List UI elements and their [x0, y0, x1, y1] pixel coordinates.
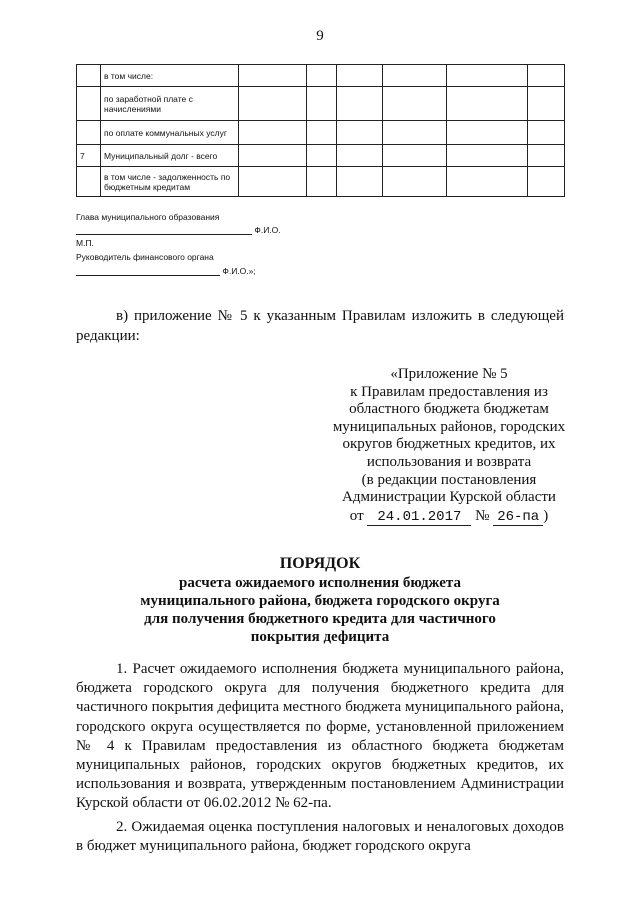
row-label: Муниципальный долг - всего [101, 145, 239, 167]
page-number: 9 [316, 28, 324, 44]
finance-fio: Ф.И.О.»; [222, 266, 256, 276]
resolution-date: 24.01.2017 [367, 510, 471, 526]
appendix-line: Администрации Курской области [342, 489, 556, 506]
row-number: 7 [77, 145, 101, 167]
appendix-header [318, 366, 580, 526]
appendix-line: использования и возврата [366, 453, 532, 470]
table-row [77, 65, 565, 87]
table-row [77, 87, 565, 121]
number-label: № [475, 507, 490, 524]
heading-subtitle-line: покрытия дефицита [250, 629, 390, 645]
appendix-line: «Приложение № 5 [390, 366, 508, 382]
appendix-line: муниципальных районов, городских [332, 418, 566, 435]
row-label: в том числе - задолженность по бюджетным кредитам [101, 167, 239, 197]
row-number [77, 65, 101, 87]
table-row [77, 167, 565, 197]
closing-paren: ) [543, 507, 549, 524]
row-number [77, 121, 101, 145]
heading-subtitle-line: расчета ожидаемого исполнения бюджета [179, 575, 461, 591]
row-label: по заработной плате с начислениями [101, 87, 239, 121]
stamp-place: М.П. [76, 238, 94, 248]
table-row [77, 121, 565, 145]
row-label: по оплате коммунальных услуг [101, 121, 239, 145]
appendix-date-line [318, 508, 580, 526]
finance-signature-line [76, 266, 256, 276]
finance-signature-title: Руководитель финансового органа [76, 252, 214, 262]
row-number [77, 167, 101, 197]
appendix-line: округов бюджетных кредитов, их [342, 436, 556, 453]
appendix-line: (в редакции постановления [361, 471, 537, 488]
appendix-line: областного бюджета бюджетам [349, 401, 549, 418]
heading-subtitle-line: для получения бюджетного кредита для частичного [144, 611, 496, 627]
row-number [77, 87, 101, 121]
resolution-number: 26-па [493, 510, 543, 526]
head-signature-title: Глава муниципального образования [76, 212, 220, 222]
heading-title: ПОРЯДОК [279, 555, 361, 572]
body-paragraph-1: 1. Расчет ожидаемого исполнения бюджета муниципального района, бюджета городского округа для получения бюджетного кредита для частичного покрытия дефицита местного бюджета муниципального района, городского округа осуществляется по форме, установленной приложением № 4 к Правилам предоставления из областного бюджета бюджетам муниципальных районов, городских округов бюджетных кредитов, их использования и возврата, утвержденным постановлением Администрации Курской области от 06.02.2012 № 62-па. [76, 661, 564, 812]
head-signature-line [76, 225, 281, 235]
row-label: в том числе: [101, 65, 239, 87]
table-row [77, 145, 565, 167]
budget-table [76, 64, 565, 197]
heading-subtitle-line: муниципального района, бюджета городского округа [140, 593, 500, 609]
document-heading [76, 554, 564, 646]
head-fio: Ф.И.О. [254, 225, 281, 235]
intro-paragraph: в) приложение № 5 к указанным Правилам изложить в следующей редакции: [76, 308, 564, 344]
body-paragraph-2: 2. Ожидаемая оценка поступления налоговых и неналоговых доходов в бюджет муниципального района, бюджет городского округа [76, 819, 564, 855]
from-label: от [349, 507, 364, 524]
appendix-line: к Правилам предоставления из [350, 383, 548, 400]
